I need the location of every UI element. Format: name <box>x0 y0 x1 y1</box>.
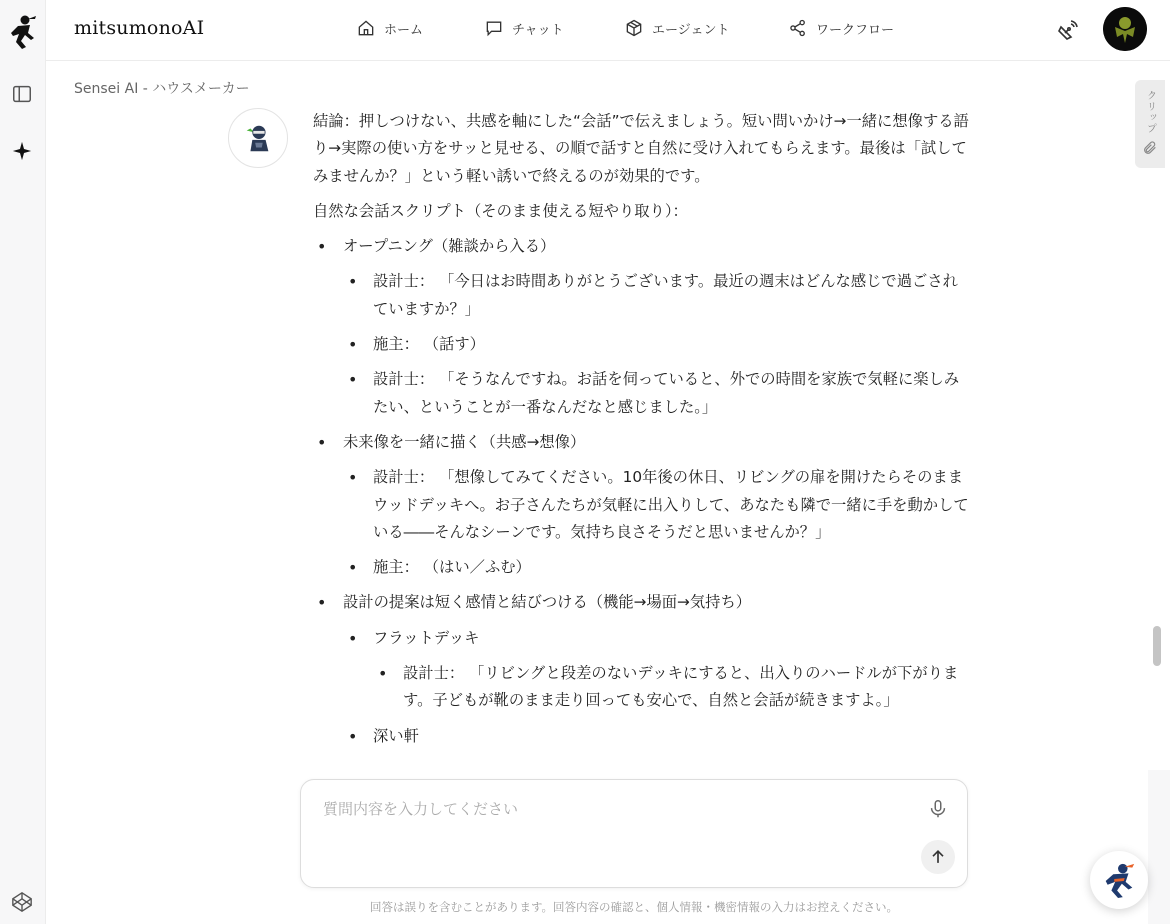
home-icon <box>356 18 376 38</box>
assistant-fab[interactable] <box>1090 851 1148 909</box>
right-gutter <box>1148 770 1170 924</box>
list-item: • 設計士： 「想像してみてください。10年後の休日、リビングの扉を開けたらそのままウッドデッキへ。お子さんたちが気軽に出入りして、あなたも隣で一緒に手を動かしている――そんなシーンです。気持ち良さそうだと思いませんか？」 <box>343 464 973 546</box>
section-title: 設計の提案は短く感情と結びつける（機能→場面→気持ち） <box>343 593 752 612</box>
list-item <box>313 589 973 749</box>
left-rail <box>0 0 46 924</box>
satellite-icon[interactable] <box>1056 18 1080 42</box>
composer <box>300 779 968 888</box>
list-item <box>343 625 973 715</box>
script-title: 自然な会話スクリプト（そのまま使える短やり取り）： <box>313 201 688 220</box>
question-input[interactable] <box>323 798 913 858</box>
mic-icon[interactable] <box>927 798 951 822</box>
nav-workflow-label: ワークフロー <box>816 22 895 38</box>
script-list <box>313 233 973 750</box>
nav-home[interactable] <box>356 18 423 38</box>
sidebar-toggle-icon[interactable] <box>9 81 35 107</box>
clip-tab-label: クリップ <box>1144 90 1156 134</box>
top-header <box>46 0 1170 61</box>
sparkle-icon[interactable] <box>9 138 35 164</box>
list-item: • 設計士： 「そうなんですね。お話を伺っていると、外での時間を家族で気軽に楽しみたい、ということが一番なんだなと感じました。」 <box>343 366 973 421</box>
ninja-logo-icon[interactable] <box>6 14 38 50</box>
assistant-message <box>313 108 973 758</box>
bot-avatar <box>228 108 288 168</box>
send-button[interactable] <box>921 840 955 874</box>
subsection-title: フラットデッキ <box>373 628 480 647</box>
section-title: オープニング（雑談から入る） <box>343 237 556 256</box>
nav-home-label: ホーム <box>384 22 424 38</box>
clip-tab[interactable] <box>1135 80 1165 168</box>
ninja-bot-icon <box>241 121 275 155</box>
list-item <box>313 233 973 421</box>
chat-thread <box>46 100 1156 770</box>
arrow-up-icon <box>928 847 948 867</box>
disclaimer: 回答は誤りを含むことがあります。回答内容の確認と、個人情報・機密情報の入力はお控えください。 <box>369 900 899 914</box>
brand-name[interactable]: mitsumonoAI <box>74 17 205 39</box>
breadcrumb: Sensei AI - ハウスメーカー <box>74 81 250 97</box>
section-title: 未来像を一緒に描く（共感→想像） <box>343 432 586 451</box>
nav-chat[interactable] <box>484 18 564 38</box>
share-icon <box>788 18 808 38</box>
chat-scrollbar[interactable] <box>1153 626 1161 666</box>
chat-icon <box>484 18 504 38</box>
nav-agent[interactable] <box>624 18 729 38</box>
paperclip-icon <box>1142 140 1158 156</box>
nav-agent-label: エージェント <box>652 22 730 38</box>
ninja-mascot-icon <box>1100 861 1138 899</box>
list-item <box>313 429 973 581</box>
user-avatar[interactable] <box>1103 7 1147 51</box>
list-item: • 深い軒 <box>343 723 973 750</box>
nav-chat-label: チャット <box>512 22 564 38</box>
codepen-icon[interactable] <box>9 889 35 915</box>
nav-workflow[interactable] <box>788 18 894 38</box>
list-item: • 設計士： 「リビングと段差のないデッキにすると、出入りのハードルが下がります。子どもが靴のまま走り回っても安心で、自然と会話が続きますよ。」 <box>373 660 973 715</box>
list-item: • 設計士： 「今日はお時間ありがとうございます。最近の週末はどんな感じで過ごされていますか？」 <box>343 268 973 323</box>
cube-icon <box>624 18 644 38</box>
message-intro: 結論：押しつけない、共感を軸にした“会話”で伝えましょう。短い問いかけ→一緒に想像する語り→実際の使い方をサッと見せる、の順で話すと自然に受け入れてもらえます。最後は「試してみませんか？」という軽い誘いで終えるのが効果的です。 <box>313 112 969 185</box>
list-item: • 施主： （はい／ふむ） <box>343 554 973 581</box>
list-item: • 施主： （話す） <box>343 331 973 358</box>
